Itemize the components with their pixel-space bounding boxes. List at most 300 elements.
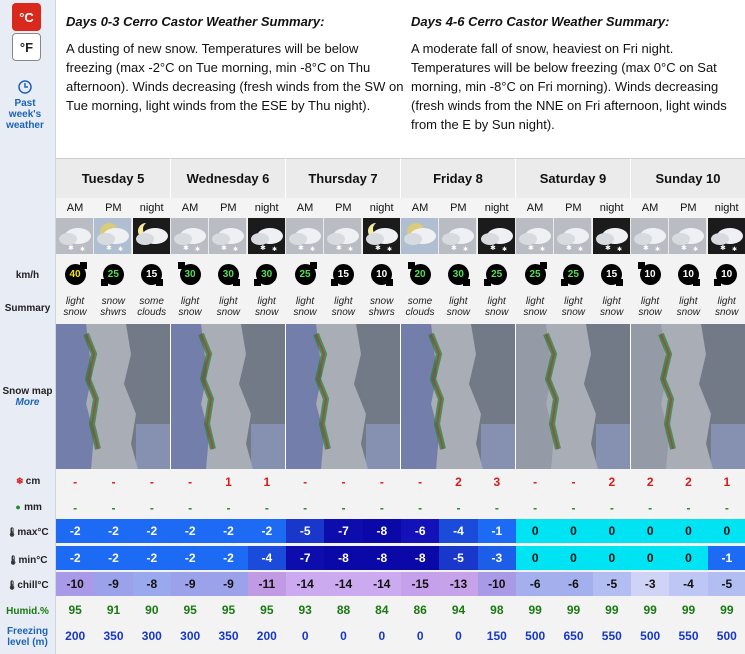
freezing-label-2: level (m) — [7, 637, 48, 648]
svg-text:✱: ✱ — [451, 245, 458, 252]
summary-word: light — [180, 296, 200, 307]
rain-cell: - — [226, 501, 231, 515]
freezing-level-cell: 0 — [378, 629, 386, 643]
snow-map-thumbnail[interactable] — [56, 324, 171, 469]
svg-text:✱: ✱ — [501, 247, 507, 253]
wind-arrow-icon — [693, 279, 700, 286]
max-temp-cell: -2 — [248, 519, 286, 543]
wind-speed-badge — [640, 264, 661, 285]
snow-map-thumbnail[interactable] — [631, 324, 745, 469]
period-label: PM — [209, 198, 247, 218]
wind-arrow-icon — [561, 279, 568, 286]
rain-cell: - — [379, 501, 384, 515]
snow-cell: 2 — [455, 475, 462, 489]
map-image — [171, 324, 286, 469]
svg-text:✱: ✱ — [80, 247, 86, 253]
snow-cell: 1 — [225, 475, 232, 489]
humidity-cell: 99 — [643, 603, 657, 617]
svg-text:✱: ✱ — [616, 247, 622, 253]
snow-unit: cm — [25, 476, 41, 487]
chill-cell: -6 — [516, 572, 554, 596]
wind-speed-badge — [410, 264, 431, 285]
moon-cloud-snow-icon — [363, 218, 401, 254]
day-header: Tuesday 5 — [56, 158, 171, 198]
wind-speed-badge — [371, 264, 392, 285]
freezing-level-cell: 500 — [525, 629, 546, 643]
wind-arrow-icon — [484, 279, 491, 286]
wind-speed-value: 25 — [529, 269, 541, 280]
summary-word: snow — [254, 307, 279, 318]
period-label: PM — [94, 198, 132, 218]
day-header: Friday 8 — [401, 158, 516, 198]
summary-text — [286, 296, 324, 318]
wind-speed-badge — [65, 264, 86, 285]
svg-text:✱: ✱ — [693, 247, 699, 253]
svg-text:✱: ✱ — [681, 245, 688, 252]
wind-arrow-icon — [233, 279, 240, 286]
chill-cell: -14 — [363, 572, 401, 596]
max-unit: max°C — [17, 527, 49, 538]
period-label: PM — [669, 198, 707, 218]
period-label: night — [248, 198, 286, 218]
rain-cell: - — [724, 501, 729, 515]
more-maps-link[interactable]: More — [15, 397, 40, 408]
chill-cell: -14 — [324, 572, 362, 596]
period-label: night — [363, 198, 401, 218]
snow-cell: 1 — [263, 475, 271, 489]
wind-speed-value: 10 — [721, 269, 733, 280]
rain-cell: - — [303, 501, 308, 515]
snow-cell: - — [379, 475, 384, 489]
wind-arrow-icon — [331, 279, 338, 286]
summary-row-label: Summary — [4, 303, 51, 314]
snow-cloud-icon — [554, 218, 592, 254]
min-unit: min°C — [18, 555, 48, 566]
snow-cloud-icon — [631, 218, 669, 254]
summary-text — [478, 296, 516, 318]
max-temp-cell: -2 — [133, 519, 171, 543]
svg-text:✱: ✱ — [643, 245, 649, 252]
wind-speed-badge — [563, 264, 584, 285]
max-temp-cell: 0 — [631, 519, 669, 543]
min-temp-cell: 0 — [554, 546, 592, 570]
period-label: PM — [554, 198, 592, 218]
snow-map-thumbnail[interactable] — [171, 324, 286, 469]
weather-summaries — [56, 0, 745, 158]
map-image — [631, 324, 745, 469]
rain-cell: - — [571, 501, 576, 515]
snow-map-thumbnail[interactable] — [516, 324, 631, 469]
wind-row-label: km/h — [15, 270, 40, 281]
summary-word: snow — [63, 307, 87, 318]
min-temp-cell: -2 — [209, 546, 247, 570]
summary-word: snow — [676, 307, 700, 318]
summary-word: snow — [523, 307, 547, 318]
summary-text — [209, 296, 247, 318]
rain-cell: - — [149, 501, 154, 515]
chill-row-label — [0, 580, 55, 591]
summary-text — [516, 296, 554, 318]
snow-map-label: Snow map — [2, 386, 53, 397]
wind-speed-value: 20 — [414, 269, 426, 280]
humidity-cell: 95 — [68, 603, 82, 617]
humidity-cell: 86 — [413, 603, 427, 617]
freezing-level-cell: 550 — [601, 629, 622, 643]
summary-word: snow — [101, 296, 125, 307]
svg-text:✱: ✱ — [540, 247, 546, 253]
summary-word: light — [487, 296, 506, 307]
max-temp-cell: 0 — [554, 519, 592, 543]
map-image — [401, 324, 516, 469]
summary-word: snow — [446, 307, 470, 318]
clock-icon — [18, 80, 32, 94]
summary-word: snow — [216, 307, 240, 318]
freezing-level-cell: 150 — [486, 629, 507, 643]
wind-speed-value: 15 — [146, 269, 158, 280]
svg-text:✱: ✱ — [271, 247, 277, 253]
min-temp-cell: -5 — [439, 546, 477, 570]
snow-night-icon — [708, 218, 745, 254]
summary-word: some — [407, 296, 433, 307]
snow-cell: 1 — [723, 475, 731, 489]
summary-word: light — [640, 296, 660, 307]
rain-cell: - — [188, 501, 193, 515]
rain-cell: - — [609, 501, 614, 515]
summary-text — [56, 296, 94, 318]
period-label: night — [708, 198, 745, 218]
past-label-1: Past — [14, 98, 36, 109]
summary-word: snow — [484, 307, 509, 318]
summary-text — [554, 296, 592, 318]
wind-speed-value: 15 — [337, 269, 349, 280]
chill-cell: -4 — [669, 572, 707, 596]
max-temp-cell: -2 — [171, 519, 209, 543]
snow-night-icon — [248, 218, 286, 254]
summary-word: clouds — [405, 307, 435, 318]
wind-arrow-icon — [80, 262, 87, 269]
thermometer-icon: 🌡 — [6, 580, 18, 590]
max-temp-cell: -6 — [401, 519, 439, 543]
min-temp-cell: 0 — [669, 546, 707, 570]
summary-text — [324, 296, 362, 318]
snowflake-icon: ❄ — [15, 476, 24, 486]
snow-map-thumbnail[interactable] — [401, 324, 516, 469]
day-header: Sunday 10 — [631, 158, 745, 198]
max-temp-cell: -2 — [209, 519, 247, 543]
max-temp-cell: -2 — [94, 519, 132, 543]
freezing-level-cell: 0 — [416, 629, 424, 643]
min-temp-cell: -8 — [324, 546, 362, 570]
thermometer-icon: 🌡 — [6, 527, 18, 537]
freezing-level-cell: 300 — [180, 629, 201, 643]
summary-title-4-6: Days 4-6 Cerro Castor Weather Summary: — [411, 14, 670, 29]
svg-text:✱: ✱ — [118, 247, 124, 253]
summary-days-4-6 — [411, 12, 745, 134]
snow-cloud-icon — [669, 218, 707, 254]
snow-cell: 3 — [493, 475, 501, 489]
min-temp-cell: -2 — [171, 546, 209, 570]
partly-cloudy-snow-icon — [94, 218, 132, 254]
svg-text:✱: ✱ — [655, 247, 661, 253]
min-temp-cell: 0 — [516, 546, 554, 570]
thermometer-icon: 🌡 — [7, 555, 19, 565]
wind-arrow-icon — [638, 262, 645, 269]
min-temp-cell: -2 — [94, 546, 132, 570]
humidity-cell: 99 — [566, 603, 581, 617]
svg-text:✱: ✱ — [336, 245, 343, 252]
wind-speed-value: 25 — [107, 269, 119, 280]
svg-text:✱: ✱ — [463, 247, 469, 253]
map-image — [516, 324, 631, 469]
chill-cell: -10 — [478, 572, 516, 596]
min-temp-cell: -3 — [478, 546, 516, 570]
snow-cloud-icon — [439, 218, 477, 254]
snow-cloud-icon — [516, 218, 554, 254]
humidity-cell: 95 — [260, 603, 274, 617]
wind-speed-badge — [716, 264, 737, 285]
min-temp-cell: -1 — [708, 546, 745, 570]
freezing-level-cell: 550 — [678, 629, 699, 643]
svg-text:✱: ✱ — [566, 245, 573, 252]
rain-cell: - — [494, 501, 499, 515]
svg-text:✱: ✱ — [348, 247, 354, 253]
freezing-level-cell: 500 — [640, 629, 661, 643]
wind-speed-value: 10 — [644, 269, 656, 280]
summary-word: light — [65, 296, 85, 307]
wind-speed-badge — [295, 264, 316, 285]
humidity-row-label: Humid.% — [6, 606, 49, 617]
day-header: Thursday 7 — [286, 158, 401, 198]
summary-word: some — [139, 296, 164, 307]
snow-night-icon — [593, 218, 631, 254]
wind-arrow-icon — [463, 279, 470, 286]
max-temp-cell: -1 — [478, 519, 516, 543]
summary-word: light — [525, 296, 545, 307]
min-temp-cell: -8 — [401, 546, 439, 570]
snow-cell: - — [188, 475, 193, 489]
summary-word: light — [717, 296, 736, 307]
max-temp-cell: -7 — [324, 519, 362, 543]
snow-cell: 2 — [646, 475, 654, 489]
freezing-level-cell: 0 — [455, 629, 462, 643]
summary-text — [439, 296, 477, 318]
summary-text — [94, 296, 132, 318]
snow-cloud-icon — [171, 218, 209, 254]
snow-cloud-icon — [56, 218, 94, 254]
wind-speed-badge — [141, 264, 162, 285]
humidity-cell: 99 — [681, 603, 696, 617]
wind-speed-badge — [448, 264, 469, 285]
svg-text:✱: ✱ — [374, 245, 381, 252]
summary-word: light — [295, 296, 315, 307]
wind-speed-value: 30 — [222, 269, 234, 280]
snow-map-thumbnail[interactable] — [286, 324, 401, 469]
max-temp-cell: -5 — [286, 519, 324, 543]
wind-speed-badge — [678, 264, 699, 285]
min-temp-cell: -7 — [286, 546, 324, 570]
wind-arrow-icon — [310, 262, 317, 269]
wind-speed-badge — [333, 264, 354, 285]
chill-cell: -15 — [401, 572, 439, 596]
fahrenheit-button[interactable]: °F — [12, 33, 41, 61]
svg-text:✱: ✱ — [221, 245, 228, 252]
freezing-level-cell: 200 — [256, 629, 277, 643]
humidity-cell: 99 — [720, 603, 734, 617]
summary-text — [708, 296, 745, 318]
summary-word: light — [334, 296, 353, 307]
min-temp-cell: 0 — [593, 546, 631, 570]
map-image — [56, 324, 171, 469]
humidity-cell: 88 — [336, 603, 351, 617]
wind-speed-badge — [103, 264, 124, 285]
snow-cell: - — [73, 475, 78, 489]
max-temp-cell: 0 — [593, 519, 631, 543]
period-label: AM — [56, 198, 94, 218]
chill-cell: -8 — [133, 572, 171, 596]
chill-cell: -5 — [593, 572, 631, 596]
svg-text:✱: ✱ — [386, 247, 392, 253]
wind-arrow-icon — [386, 279, 393, 286]
humidity-cell: 84 — [375, 603, 389, 617]
wind-arrow-icon — [714, 279, 721, 286]
summary-text — [171, 296, 209, 318]
svg-text:✱: ✱ — [106, 245, 113, 252]
snow-cell: 2 — [685, 475, 692, 489]
summary-title-0-3: Days 0-3 Cerro Castor Weather Summary: — [66, 14, 325, 29]
wind-speed-badge — [525, 264, 546, 285]
period-label: night — [478, 198, 516, 218]
snow-cloud-icon — [324, 218, 362, 254]
chill-cell: -13 — [439, 572, 477, 596]
min-temp-cell: -2 — [56, 546, 94, 570]
summary-text — [631, 296, 669, 318]
period-label: AM — [401, 198, 439, 218]
forecast-table — [56, 158, 745, 654]
summary-word: snow — [293, 307, 317, 318]
max-temp-cell: -8 — [363, 519, 401, 543]
summary-word: shwrs — [368, 307, 395, 318]
summary-word: snow — [369, 296, 394, 307]
wind-speed-value: 30 — [452, 269, 464, 280]
summary-word: snow — [178, 307, 202, 318]
min-temp-cell: 0 — [631, 546, 669, 570]
svg-text:✱: ✱ — [604, 245, 611, 252]
summary-text-4-6: A moderate fall of snow, heaviest on Fri night. Temperatures will be below freezing (max 0°C on Sat morning, min -8°C on Fri morning). Winds decreasing (fresh winds from the NNE on Fri afternoon, light winds from the E by Sun night). — [411, 41, 727, 132]
summary-text — [363, 296, 401, 318]
map-image — [286, 324, 401, 469]
celsius-button[interactable]: °C — [12, 3, 41, 31]
partly-cloudy-icon — [401, 218, 439, 254]
svg-text:✱: ✱ — [195, 247, 201, 253]
period-label: PM — [439, 198, 477, 218]
freezing-level-cell: 0 — [340, 629, 347, 643]
wind-speed-value: 25 — [299, 269, 311, 280]
freezing-level-cell: 300 — [141, 629, 162, 643]
wind-speed-value: 10 — [682, 269, 694, 280]
period-label: AM — [171, 198, 209, 218]
freezing-level-cell: 350 — [103, 629, 124, 643]
day-header: Saturday 9 — [516, 158, 631, 198]
summary-word: light — [449, 296, 468, 307]
snow-cell: - — [303, 475, 308, 489]
day-header: Wednesday 6 — [171, 158, 286, 198]
freezing-level-cell: 200 — [65, 629, 86, 643]
min-temp-cell: -8 — [363, 546, 401, 570]
chill-cell: -6 — [554, 572, 592, 596]
chill-cell: -9 — [171, 572, 209, 596]
freezing-level-cell: 0 — [301, 629, 309, 643]
wind-arrow-icon — [540, 262, 547, 269]
chill-cell: -10 — [56, 572, 94, 596]
wind-speed-value: 30 — [184, 269, 196, 280]
rain-cell: - — [456, 501, 461, 515]
summary-word: snow — [714, 307, 739, 318]
wind-speed-value: 40 — [69, 269, 81, 280]
wind-speed-value: 15 — [606, 269, 618, 280]
wind-speed-badge — [218, 264, 239, 285]
rain-cell: - — [73, 501, 78, 515]
summary-word: light — [602, 296, 621, 307]
past-weather-link[interactable] — [0, 80, 50, 131]
wind-speed-value: 25 — [491, 269, 503, 280]
wind-arrow-icon — [408, 262, 415, 269]
humidity-cell: 93 — [298, 603, 312, 617]
rain-cell: - — [533, 501, 538, 515]
summary-word: snow — [599, 307, 624, 318]
wind-speed-badge — [486, 264, 507, 285]
snow-cloud-icon — [209, 218, 247, 254]
wind-speed-value: 25 — [567, 269, 579, 280]
summary-text — [133, 296, 171, 318]
freezing-label-1: Freezing — [6, 626, 49, 637]
wind-arrow-icon — [254, 279, 261, 286]
max-temp-cell: 0 — [708, 519, 745, 543]
svg-text:✱: ✱ — [233, 247, 239, 253]
period-label: PM — [324, 198, 362, 218]
summary-text-0-3: A dusting of new snow. Temperatures will be below freezing (max -2°C on Tue morning, min -8°C on Thu afternoon). Winds decreasing (fresh winds from the SW on Tue morning, light winds from the ESE by Thu night). — [66, 41, 404, 113]
snow-cell: - — [533, 475, 538, 489]
svg-text:✱: ✱ — [68, 245, 74, 252]
summary-word: snow — [331, 307, 355, 318]
freezing-level-cell: 500 — [716, 629, 737, 643]
max-temp-cell: 0 — [516, 519, 554, 543]
humidity-cell: 95 — [183, 603, 197, 617]
svg-text:✱: ✱ — [489, 245, 496, 252]
chill-cell: -3 — [631, 572, 669, 596]
humidity-cell: 94 — [451, 603, 466, 617]
freezing-level-cell: 650 — [563, 629, 584, 643]
humidity-cell: 98 — [490, 603, 504, 617]
period-label: AM — [631, 198, 669, 218]
chill-cell: -11 — [248, 572, 286, 596]
summary-word: snow — [561, 307, 585, 318]
snow-night-icon — [478, 218, 516, 254]
svg-text:✱: ✱ — [528, 245, 534, 252]
summary-word: snow — [638, 307, 662, 318]
rain-row-label — [0, 502, 55, 513]
humidity-cell: 91 — [106, 603, 121, 617]
snow-cell: - — [571, 475, 576, 489]
summary-word: light — [679, 296, 698, 307]
humidity-cell: 95 — [221, 603, 236, 617]
svg-text:✱: ✱ — [298, 245, 304, 252]
summary-text — [248, 296, 286, 318]
humidity-cell: 90 — [145, 603, 159, 617]
max-temp-cell: 0 — [669, 519, 707, 543]
period-label: AM — [516, 198, 554, 218]
max-temp-cell: -4 — [439, 519, 477, 543]
chill-cell: -5 — [708, 572, 745, 596]
